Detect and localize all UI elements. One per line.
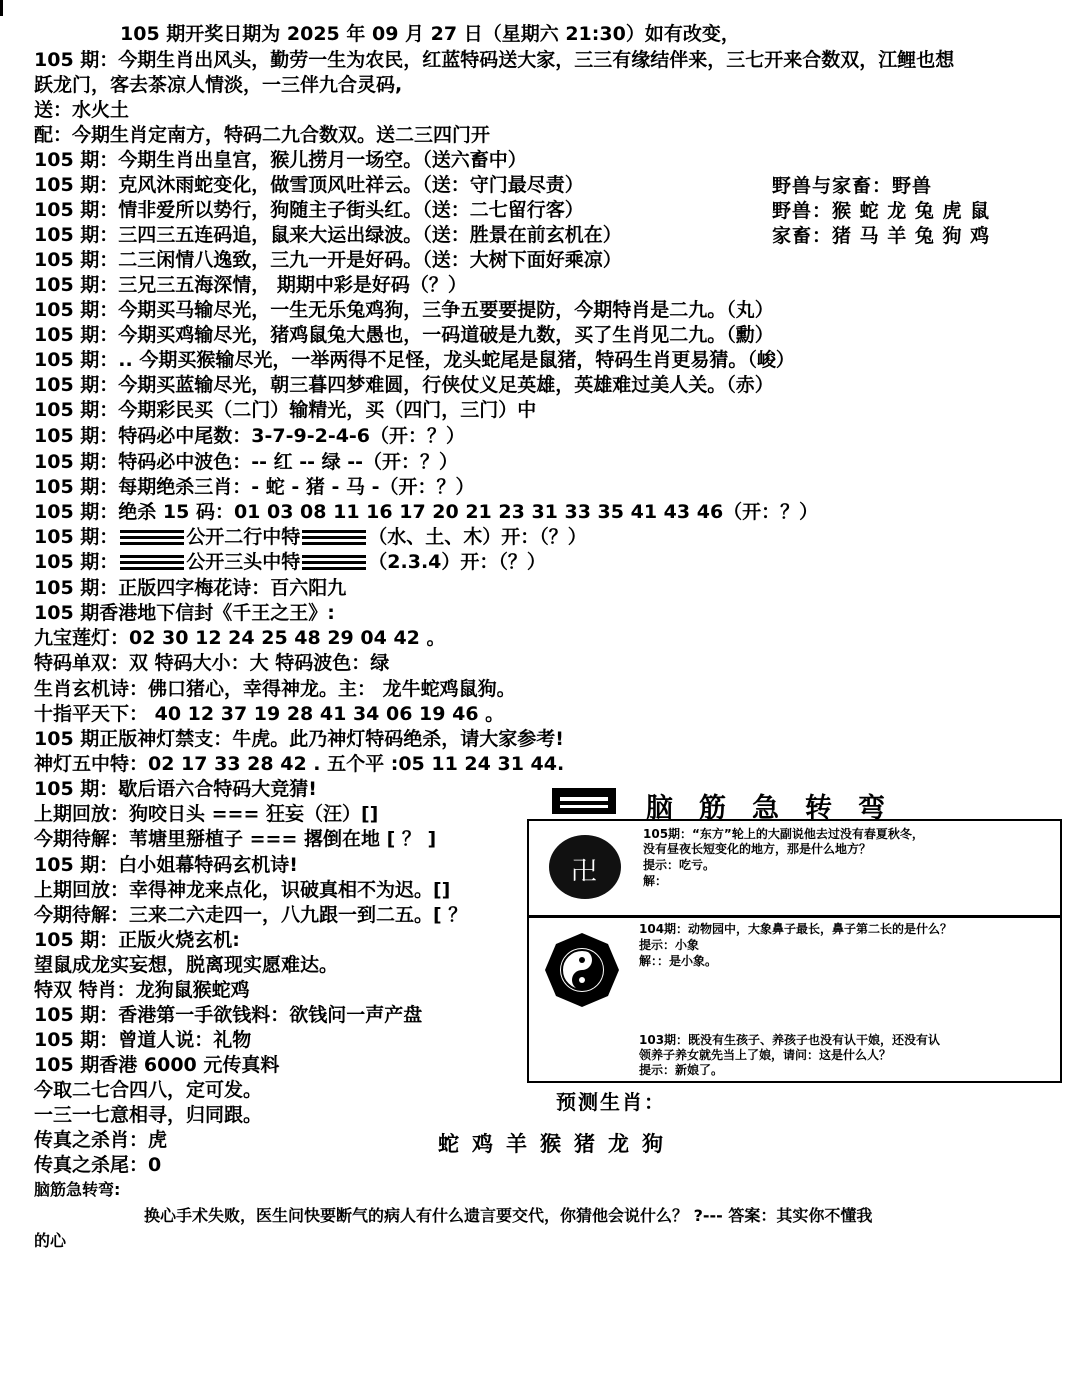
brain-teaser-label: 脑筋急转弯: — [34, 1180, 121, 1199]
brain-teaser-box — [527, 819, 1062, 1083]
bar-line-prefix: 105 期： — [34, 551, 119, 573]
kill-numbers-line: 105 期：绝杀 15 码：01 03 08 11 16 17 20 21 23 31 33 35 41 43 46（开：？） — [34, 501, 819, 523]
info-line: 一三一七意相寻，归同跟。 — [34, 1104, 263, 1126]
q105-text: 没有昼夜长短变化的地方，那是什么地方？ — [643, 842, 872, 856]
tip-line: 105 期：今期买马输尽光，一生无乐兔鸡狗，三争五要要提防，今期特肖是二九。（丸） — [34, 299, 774, 321]
info-line: 105 期：曾道人说：礼物 — [34, 1029, 252, 1051]
bars-icon — [302, 530, 366, 546]
bars-icon — [302, 555, 366, 571]
tip-line: 105 期：今期买蓝输尽光，朝三暮四梦难圆，行侠仗义足英雄，英雄难过美人关。（赤） — [34, 374, 774, 396]
q104-answer: 解：：是小象。 — [639, 954, 718, 968]
logo-icon — [552, 788, 616, 814]
side-note: 野兽：猴 蛇 龙 兔 虎 鼠 — [772, 200, 991, 222]
tip-line: 105 期：三四三五连码追，鼠来大运出绿波。（送：胜景在前玄机在） — [34, 224, 622, 246]
q105-hint: 提示：吃亏。 — [643, 858, 716, 872]
yin-yang-bagua-icon — [543, 931, 621, 1009]
q104-text: 104期：动物园中，大象鼻子最长，鼻子第二长的是什么？ — [639, 922, 953, 936]
kill-zodiac-line: 105 期：每期绝杀三肖：- 蛇 - 猪 - 马 -（开：？） — [34, 476, 475, 498]
info-line: 望鼠成龙实妄想，脱离现实愿难达。 — [34, 954, 339, 976]
bar-line-suffix: （水、土、木）开：（？） — [368, 526, 587, 548]
pei-line: 配：今期生肖定南方，特码二九合数双。送二三四门开 — [34, 124, 491, 146]
q104-hint: 提示：小象 — [639, 938, 700, 952]
info-line: 105 期香港 6000 元传真料 — [34, 1054, 280, 1076]
bar-line-prefix: 105 期： — [34, 526, 119, 548]
info-line: 上期回放：狗咬日头 === 狂妄（汪）[] — [34, 803, 379, 825]
draw-date-header: 105 期开奖日期为 2025 年 09 月 27 日（星期六 21:30）如有改变， — [120, 23, 740, 45]
q105-answer: 解： — [643, 874, 668, 888]
edge-mark — [0, 0, 3, 16]
info-line: 神灯五中特：02 17 33 28 42 . 五个平 :05 11 24 31 44. — [34, 753, 565, 775]
info-line: 特双 特肖：龙狗鼠猴蛇鸡 — [34, 979, 250, 1001]
bar-line — [34, 525, 587, 549]
tip-line: 105 期：二三闲情八逸致，三九一开是好码。（送：大树下面好乘凉） — [34, 249, 622, 271]
info-line: 传真之杀肖：虎 — [34, 1129, 168, 1151]
bars-icon — [120, 530, 184, 546]
info-line: 特码单双：双 特码大小：大 特码波色：绿 — [34, 652, 390, 674]
info-line: 105 期正版神灯禁支：牛虎。此乃神灯特码绝杀，请大家参考! — [34, 728, 564, 750]
info-line: 十指平天下： 40 12 37 19 28 41 34 06 19 46 。 — [34, 703, 505, 725]
bar-line-suffix: （2.3.4）开：（？） — [368, 551, 546, 573]
side-note: 野兽与家畜：野兽 — [772, 175, 933, 197]
bars-icon — [120, 555, 184, 571]
q105-text: 105期：“东方”轮上的大副说他去过没有春夏秋冬， — [643, 827, 924, 841]
info-line: 生肖玄机诗：佛口猪心，幸得神龙。主： 龙牛蛇鸡鼠狗。 — [34, 678, 516, 700]
info-line: 今取二七合四八，定可发。 — [34, 1079, 263, 1101]
tip-line: 105 期：克风沐雨蛇变化，做雪顶风吐祥云。（送：守门最尽责） — [34, 174, 584, 196]
tip-line: 105 期：三兄三五海深情， 期期中彩是好码（？） — [34, 274, 467, 296]
predict-zodiac: 蛇鸡羊猴猪龙狗 — [438, 1131, 676, 1156]
bar-line — [34, 550, 546, 574]
info-line: 今期待解：三来二六走四一，八九跟一到二五。[ ？ — [34, 904, 468, 926]
brain-teaser-header — [552, 786, 1012, 824]
info-line: 传真之杀尾：0 — [34, 1154, 162, 1176]
song-line: 送：水火土 — [34, 99, 130, 121]
poem-line: 跃龙门，客去茶凉人情淡，一三伴九合灵码, — [34, 74, 403, 96]
tip-line: 105 期：今期彩民买（二门）输精光，买（四门，三门）中 — [34, 399, 537, 421]
info-line: 105 期：歇后语六合特码大竞猜! — [34, 778, 317, 800]
predict-label: 预测生肖： — [556, 1090, 666, 1114]
bar-line-mid: 公开三头中特 — [186, 551, 301, 573]
info-line: 105 期香港地下信封《千王之王》: — [34, 602, 335, 624]
wave-color-line: 105 期：特码必中波色：-- 红 -- 绿 --（开：？） — [34, 451, 459, 473]
swastika-medallion-icon — [549, 835, 621, 899]
divider — [529, 915, 1060, 918]
info-line: 105 期：白小姐幕特码玄机诗! — [34, 854, 298, 876]
info-line: 今期待解：苇塘里掰植子 === 撂倒在地 [ ？ ] — [34, 828, 437, 850]
tip-line: 105 期：.. 今期买猴输尽光，一举两得不足怪，龙头蛇尾是鼠猪，特码生肖更易猜。（峻） — [34, 349, 795, 371]
tip-line: 105 期：今期买鸡输尽光，猪鸡鼠兔大愚也，一码道破是九数，买了生肖见二九。（勳） — [34, 324, 774, 346]
bar-line-mid: 公开二行中特 — [186, 526, 301, 548]
tail-number-line: 105 期：特码必中尾数：3-7-9-2-4-6（开：？） — [34, 425, 466, 447]
info-line: 105 期：香港第一手欲钱料：欲钱问一声产盘 — [34, 1004, 423, 1026]
teaser-answer: 换心手术失败，医生问快要断气的病人有什么遗言要交代，你猜他会说什么？ ?--- 答案：其实你不懂我 — [144, 1206, 873, 1225]
side-note: 家畜：猪 马 羊 兔 狗 鸡 — [772, 225, 991, 247]
tip-line: 105 期：情非爱所以势行，狗随主子街头红。（送：二七留行客） — [34, 199, 584, 221]
brain-teaser-title: 脑筋急转弯 — [646, 793, 911, 824]
tip-line: 105 期：今期生肖出皇宫，猴儿捞月一场空。（送六畜中） — [34, 149, 527, 171]
poem-line: 105 期：今期生肖出风头，勤劳一生为农民，红蓝特码送大家，三三有缘结伴来，三七开来合数双，江鲤也想 — [34, 49, 955, 71]
q103-text: 领养子养女就先当上了娘，请问：这是什么人？ — [639, 1048, 892, 1062]
q103-hint: 提示：新娘了。 — [639, 1063, 724, 1077]
info-line: 九宝莲灯：02 30 12 24 25 48 29 04 42 。 — [34, 627, 446, 649]
info-line: 105 期：正版四字梅花诗：百六阳九 — [34, 577, 347, 599]
q103-text: 103期：既没有生孩子、养孩子也没有认干娘，还没有认 — [639, 1033, 941, 1047]
info-line: 105 期：正版火烧玄机: — [34, 929, 240, 951]
teaser-answer: 的心 — [34, 1231, 67, 1250]
info-line: 上期回放：幸得神龙来点化，识破真相不为迟。[] — [34, 879, 451, 901]
